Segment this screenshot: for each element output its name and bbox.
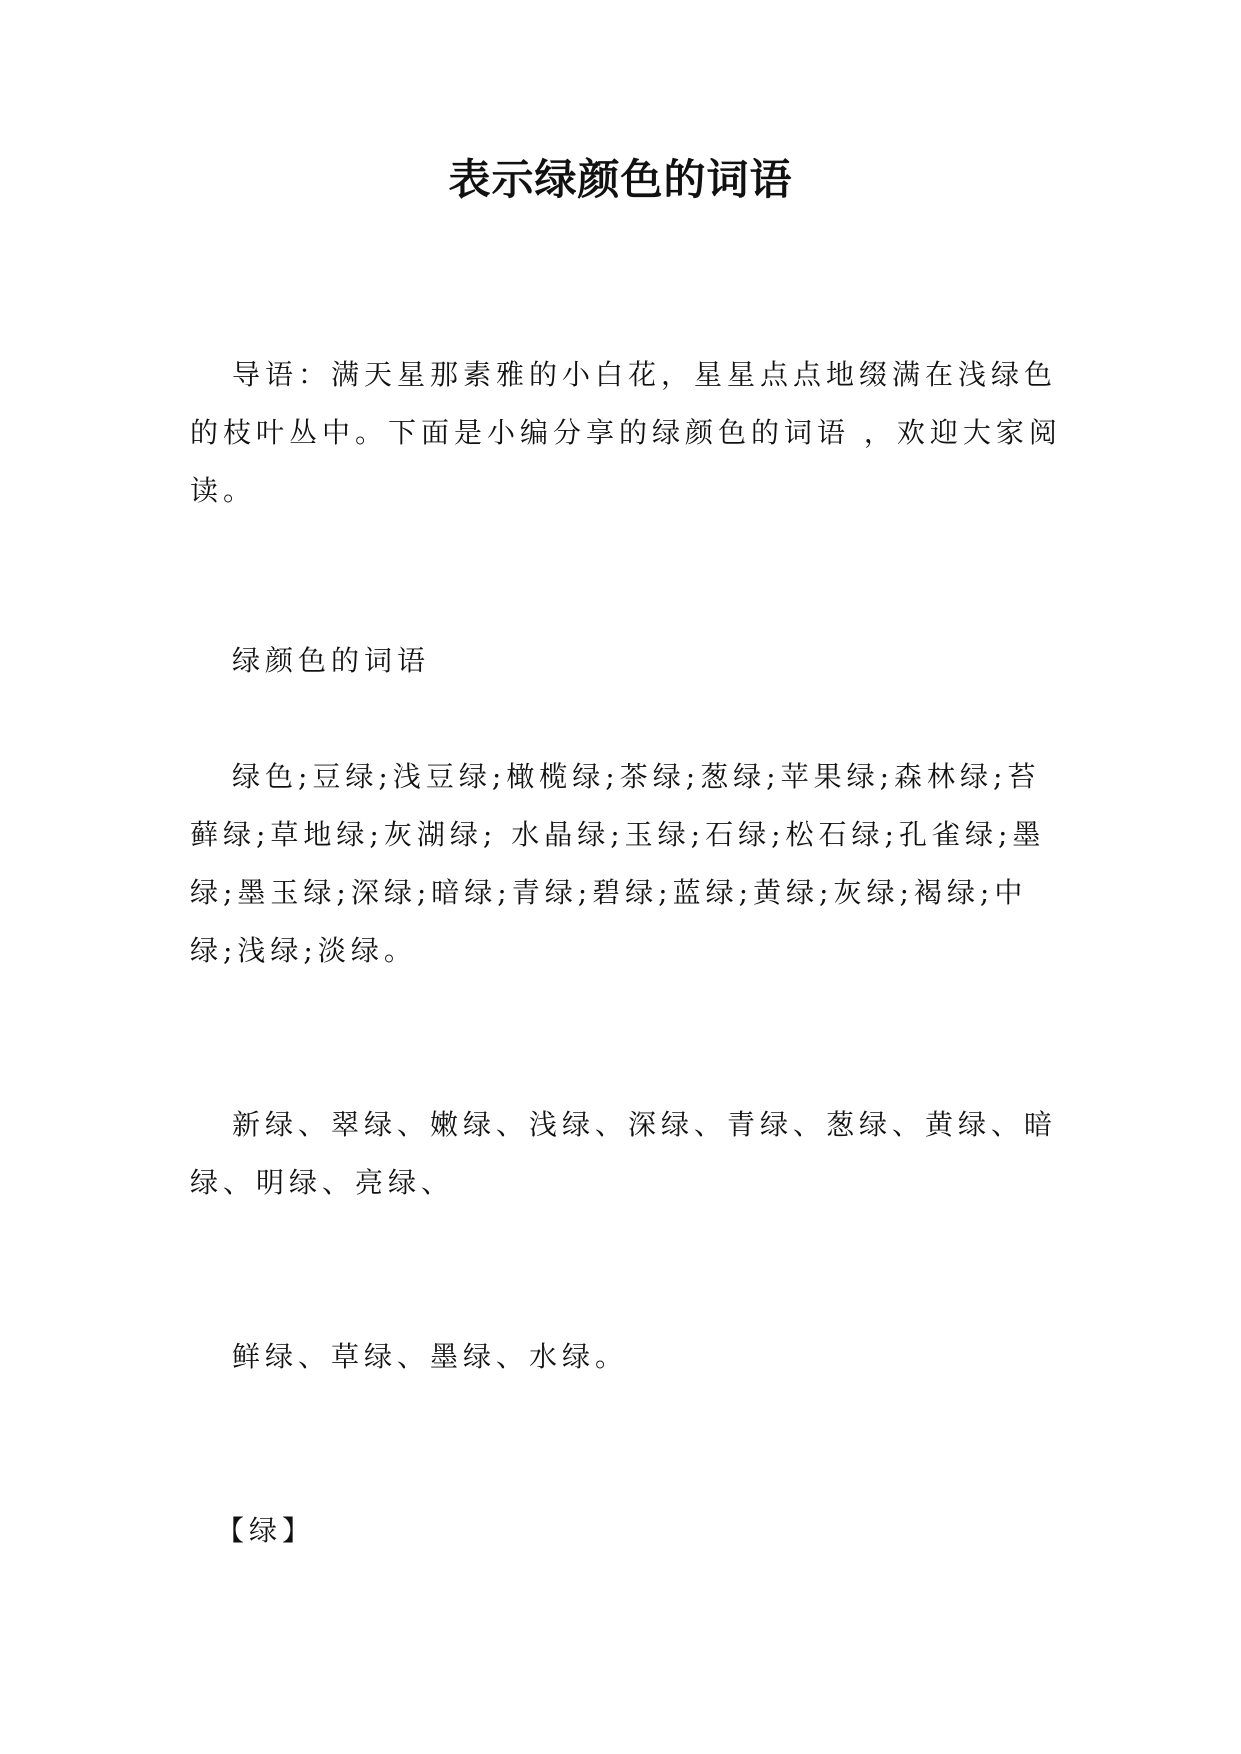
intro-paragraph: 导语：满天星那素雅的小白花，星星点点地缀满在浅绿色的枝叶丛中。下面是小编分享的绿颜色的词语 ，欢迎大家阅读。 <box>190 358 1062 507</box>
section-heading: 绿颜色的词语 <box>232 644 431 677</box>
bracket-heading: 【绿】 <box>216 1514 316 1547</box>
green-words-list-1: 绿色;豆绿;浅豆绿;橄榄绿;茶绿;葱绿;苹果绿;森林绿;苔藓绿;草地绿;灰湖绿; 水晶绿;玉绿;石绿;松石绿;孔雀绿;墨绿;墨玉绿;深绿;暗绿;青绿;碧绿;蓝绿;黄绿;灰绿;褐绿;中绿;浅绿;淡绿。 <box>190 760 1046 967</box>
green-words-list-2: 新绿、翠绿、嫩绿、浅绿、深绿、青绿、葱绿、黄绿、暗绿、明绿、亮绿、 <box>190 1108 1058 1199</box>
document-title: 表示绿颜色的词语 <box>448 155 793 204</box>
green-words-list-3: 鲜绿、草绿、墨绿、水绿。 <box>232 1340 629 1373</box>
